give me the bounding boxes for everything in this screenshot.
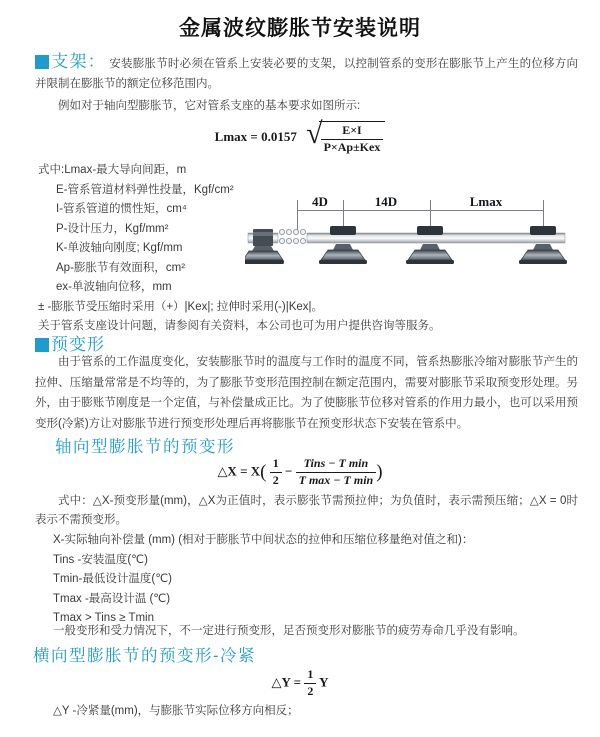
section-bullet-icon (35, 338, 49, 352)
temperature-denominator: T max − T min (298, 472, 374, 487)
definition-line: Tmax -最高设计温 (℃) (53, 592, 171, 605)
bellows-icon (279, 229, 305, 243)
definition-line: Tins -安装温度(℃) (53, 553, 148, 566)
definition-line: Ap-膨胀节有效面积，cm² (56, 261, 186, 274)
lateral-predeform-heading: 横向型膨胀节的预变形-冷紧 (33, 647, 256, 665)
definition-line: P-设计压力，Kgf/mm² (56, 222, 169, 235)
lmax-fraction-numerator: E×I (321, 124, 384, 140)
axial-predeform-formula (0, 457, 600, 488)
support-example-text: 例如对于轴向型膨胀节，它对管系支座的基本要求如图所示: (58, 100, 361, 112)
guide-support-3 (519, 226, 567, 264)
definition-line: E-管系管道材料弹性投量，Kgf/cm² (56, 183, 234, 196)
close-paren: ) (376, 461, 383, 483)
minus-sign: − (284, 463, 293, 479)
support-section-intro (35, 52, 578, 94)
support-intro-text: 安装膨胀节时必须在管系上安装必要的支架，以控制管系的变形在膨胀节上产生的位移方向并限制在膨胀节的额定位移范围内。 (35, 58, 578, 90)
temperature-fraction (296, 457, 377, 488)
pipe-support-diagram-svg (245, 192, 598, 287)
half-numerator: 1 (270, 457, 282, 473)
section-bullet-icon (35, 55, 49, 69)
dim-label-lmax: Lmax (469, 194, 503, 209)
pipe-support-diagram (245, 192, 598, 287)
definition-line: Tmin-最低设计温度(℃) (53, 573, 172, 585)
lmax-radicand (319, 121, 386, 155)
half-numerator: 1 (304, 668, 316, 684)
half-fraction (304, 668, 316, 699)
half-denominator: 2 (307, 683, 314, 698)
predeform-body-text: 由于管系的工作温度变化，安装膨胀节时的温度与工作时的温度不同，管系热膨胀冷缩对膨胀节产生的拉伸、压缩量常常是不均等的，为了膨胀节变形范围控制在额定范围内，需要对膨胀节采取预变形处理。另外，由于膨账节刚度是一个定值，与补偿量成正比。为了使膨胀节位移对管系的作用力最小，也可以采用预变形(冷紧)方让对膨胀节进行预变形处理后再将膨胀节在预变形状态下安装在管系中。 (35, 356, 578, 430)
axial-remark-text: 一般变形和受力情况下，不一定进行预变形，足否预变形对膨胀节的疲劳寿命几乎没有影响。 (53, 625, 525, 637)
lmax-formula: Lmax = 0.0157 √ $\frac{E\times I}{\text{P×Ap±Kex}}$ (0, 121, 600, 155)
axial-formula-note: 式中：△X-预变形量(mm)，△X为正值时，表示膨张节需预拉伸；为负值时，表示需预压缩；△X = 0时表示不需预变形。 (35, 495, 578, 526)
service-note: 关于管系支座设计问题，请参阅有关资料，本公司也可为用户提供咨询等服务。 (38, 320, 441, 332)
dim-label-4d: 4D (312, 194, 328, 209)
definition-line: K-单波轴向刚度; Kgf/mm (56, 242, 183, 254)
definition-line: X-实际轴向补偿量 (mm) (相对于膨胀节中间状态的拉伸和压缩位移量绝对值之和)： (53, 534, 474, 546)
lateral-predeform-formula (0, 668, 600, 699)
definition-line: ± -膨胀节受压缩时采用（+）|Kex|; 拉伸时采用(-)|Kex|。 (38, 300, 324, 313)
lmax-fraction-denominator: P×Ap±Kex (323, 139, 381, 154)
open-paren: ( (260, 461, 267, 483)
predeform-section-heading: 预变形 (51, 335, 105, 354)
lmax-formula-lhs: Lmax = 0.0157 (214, 128, 297, 144)
axial-formula-lhs: △X = X (217, 463, 261, 479)
support-section-heading: 支架： (51, 52, 106, 71)
lateral-formula-rhs: Y (319, 674, 329, 690)
dim-label-14d: 14D (374, 194, 398, 209)
lateral-formula-note: △Y -冷紧量(mm)，与膨胀节实际位移方向相反； (53, 705, 299, 717)
half-fraction (270, 457, 282, 488)
axial-predeform-heading: 轴向型膨胀节的预变形 (55, 438, 235, 456)
definition-line: Tmax > Tins ≥ Tmin (53, 612, 154, 624)
axial-definitions-list (53, 531, 473, 629)
guide-support-2 (406, 226, 454, 264)
definition-line: I-管系管道的惯性矩，cm⁴ (56, 203, 187, 215)
temperature-numerator: Tins − T min (296, 457, 377, 473)
guide-support-1 (319, 226, 367, 264)
definition-line: 式中:Lmax-最大导向间距，m (38, 164, 187, 176)
definition-line: ex-单波轴向位移，mm (56, 281, 172, 293)
page-title: 金属波纹膨胀节安装说明 (179, 17, 421, 40)
lateral-formula-lhs: △Y = (271, 674, 302, 690)
lmax-fraction (321, 124, 384, 155)
half-denominator: 2 (272, 472, 279, 487)
